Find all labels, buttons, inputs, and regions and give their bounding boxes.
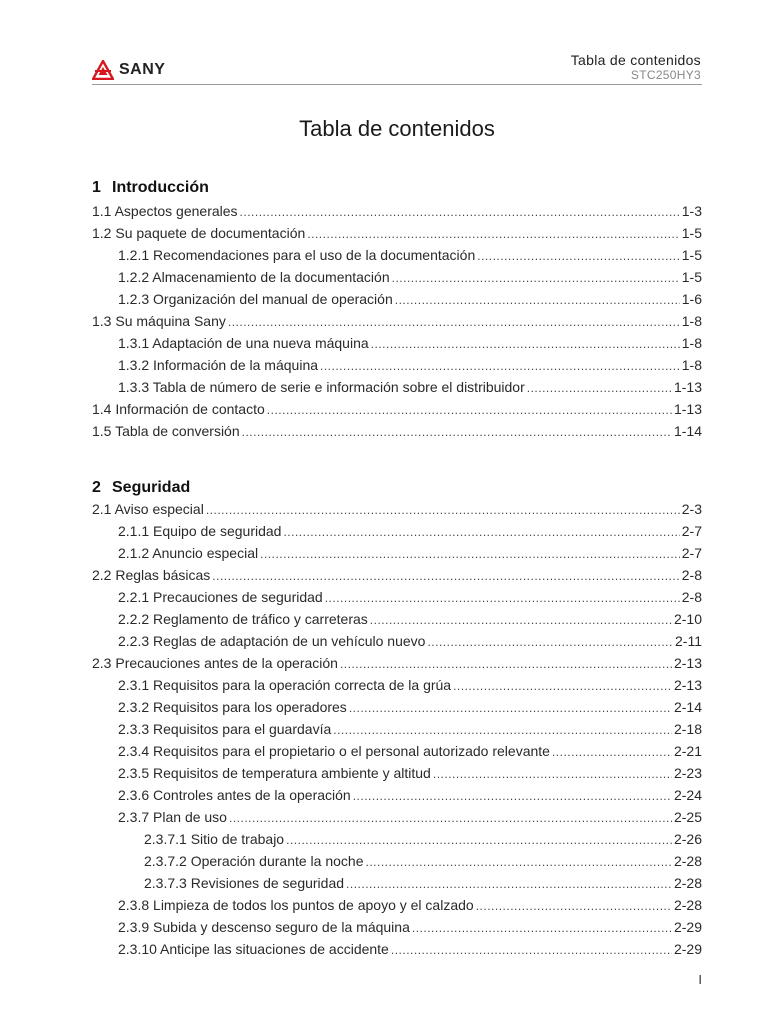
toc-entry-page: 2-11 <box>675 633 702 649</box>
page-number: I <box>698 972 702 987</box>
toc-entry-title: 2.1.2 Anuncio especial <box>118 545 259 561</box>
page-title: Tabla de contenidos <box>299 116 495 141</box>
toc-entry[interactable] <box>92 423 702 445</box>
toc-entry-title: 2.3.7.2 Operación durante la noche <box>144 853 364 869</box>
toc-entry-page: 2-23 <box>673 765 702 781</box>
dot-leader <box>476 899 672 913</box>
toc-entry-page: 2-13 <box>673 655 702 671</box>
toc-entry-title: 2.3.8 Limpieza de todos los puntos de apoyo y el calzado <box>118 897 474 913</box>
toc-entry-title: 2.3.7.1 Sitio de trabajo <box>144 831 285 847</box>
toc-entry-title: 1.3.2 Información de la máquina <box>118 357 319 373</box>
toc-entry-page: 1-6 <box>681 291 702 307</box>
toc-entry-page: 2-25 <box>673 809 702 825</box>
dot-leader <box>267 403 672 417</box>
toc-entry-page: 1-14 <box>673 423 702 439</box>
toc-entry-page: 1-13 <box>673 379 702 395</box>
toc-entry[interactable] <box>92 787 702 809</box>
dot-leader <box>212 569 679 583</box>
toc-entry-title: 1.1 Aspectos generales <box>92 203 238 219</box>
toc-entry-page: 2-21 <box>673 743 702 759</box>
toc-entry[interactable] <box>92 765 702 787</box>
toc-entry-title: 2.3.5 Requisitos de temperatura ambiente y altitud <box>118 765 431 781</box>
toc-entry[interactable] <box>92 655 702 677</box>
toc-list-introduccion <box>92 203 702 445</box>
toc-entry[interactable] <box>92 335 702 357</box>
sany-logo-icon <box>92 60 114 80</box>
dot-leader <box>283 525 679 539</box>
toc-entry-page: 2-10 <box>673 611 702 627</box>
toc-entry-title: 2.3.1 Requisitos para la operación correcta de la grúa <box>118 677 452 693</box>
toc-entry-page: 2-7 <box>681 523 702 539</box>
toc-entry-page: 2-7 <box>681 545 702 561</box>
toc-entry-title: 1.3.3 Tabla de número de serie e información sobre el distribuidor <box>118 379 525 395</box>
section-number: 2 <box>92 479 101 496</box>
dot-leader <box>240 205 680 219</box>
toc-entry-title: 2.3.7.3 Revisiones de seguridad <box>144 875 345 891</box>
toc-entry-page: 2-28 <box>673 875 702 891</box>
dot-leader <box>286 833 672 847</box>
toc-entry-page: 2-14 <box>673 699 702 715</box>
dot-leader <box>427 635 673 649</box>
dot-leader <box>340 657 672 671</box>
dot-leader <box>433 767 672 781</box>
section-title: Seguridad <box>112 479 191 496</box>
toc-entry[interactable] <box>92 853 702 875</box>
toc-entry-title: 1.3 Su máquina Sany <box>92 313 226 329</box>
toc-entry[interactable] <box>92 633 702 655</box>
toc-entry[interactable] <box>92 941 702 963</box>
toc-entry-title: 2.3.4 Requisitos para el propietario o el personal autorizado relevante <box>118 743 550 759</box>
toc-entry-title: 2.2.2 Reglamento de tráfico y carreteras <box>118 611 368 627</box>
toc-entry[interactable] <box>92 721 702 743</box>
dot-leader <box>353 789 672 803</box>
dot-leader <box>366 855 672 869</box>
dot-leader <box>307 227 679 241</box>
toc-entry[interactable] <box>92 313 702 335</box>
toc-entry[interactable] <box>92 567 702 589</box>
dot-leader <box>325 591 680 605</box>
toc-entry[interactable] <box>92 291 702 313</box>
dot-leader <box>477 249 680 263</box>
dot-leader <box>453 679 672 693</box>
toc-entry-title: 2.3.10 Anticipe las situaciones de accidente <box>118 941 389 957</box>
page-header <box>0 0 768 90</box>
toc-entry[interactable] <box>92 897 702 919</box>
toc-entry[interactable] <box>92 809 702 831</box>
toc-entry[interactable] <box>92 875 702 897</box>
toc-entry-page: 2-28 <box>673 897 702 913</box>
toc-entry-title: 1.4 Información de contacto <box>92 401 265 417</box>
toc-entry-page: 2-26 <box>673 831 702 847</box>
toc-entry[interactable] <box>92 831 702 853</box>
toc-entry-page: 1-5 <box>681 269 702 285</box>
dot-leader <box>370 613 672 627</box>
toc-entry[interactable] <box>92 523 702 545</box>
dot-leader <box>260 547 680 561</box>
toc-entry[interactable] <box>92 677 702 699</box>
dot-leader <box>349 701 672 715</box>
toc-entry[interactable] <box>92 379 702 401</box>
toc-entry-title: 1.2.2 Almacenamiento de la documentación <box>118 269 390 285</box>
toc-entry[interactable] <box>92 225 702 247</box>
toc-entry-page: 2-29 <box>673 919 702 935</box>
toc-entry-title: 2.2.1 Precauciones de seguridad <box>118 589 323 605</box>
toc-entry[interactable] <box>92 545 702 567</box>
section-heading <box>92 179 209 197</box>
dot-leader <box>527 381 672 395</box>
toc-entry-title: 2.3.6 Controles antes de la operación <box>118 787 351 803</box>
toc-entry-page: 2-13 <box>673 677 702 693</box>
logo-wordmark: SANY <box>119 61 166 78</box>
section-heading <box>92 479 190 497</box>
toc-entry-page: 2-8 <box>681 567 702 583</box>
toc-entry-page: 1-8 <box>681 313 702 329</box>
dot-leader <box>333 723 672 737</box>
dot-leader <box>371 337 680 351</box>
toc-entry-page: 1-5 <box>681 247 702 263</box>
section-number: 1 <box>92 179 101 196</box>
header-info <box>571 52 701 82</box>
toc-list-seguridad <box>92 501 702 963</box>
toc-entry-title: 2.3 Precauciones antes de la operación <box>92 655 338 671</box>
toc-entry[interactable] <box>92 203 702 225</box>
toc-entry-title: 2.3.3 Requisitos para el guardavía <box>118 721 332 737</box>
toc-entry-page: 2-28 <box>673 853 702 869</box>
toc-entry[interactable] <box>92 743 702 765</box>
toc-entry-page: 2-29 <box>673 941 702 957</box>
toc-entry-page: 2-8 <box>681 589 702 605</box>
toc-entry-title: 1.3.1 Adaptación de una nueva máquina <box>118 335 369 351</box>
toc-entry[interactable] <box>92 501 702 523</box>
toc-entry-title: 1.2 Su paquete de documentación <box>92 225 306 241</box>
dot-leader <box>552 745 672 759</box>
toc-entry-page: 1-5 <box>681 225 702 241</box>
toc-entry[interactable] <box>92 269 702 291</box>
section-title: Introducción <box>112 179 209 196</box>
toc-entry-title: 1.2.3 Organización del manual de operación <box>118 291 393 307</box>
dot-leader <box>242 425 672 439</box>
toc-entry-page: 1-13 <box>673 401 702 417</box>
toc-entry-page: 1-8 <box>681 335 702 351</box>
toc-entry[interactable] <box>92 699 702 721</box>
toc-entry-title: 2.1 Aviso especial <box>92 501 204 517</box>
dot-leader <box>392 271 680 285</box>
toc-entry-title: 1.2.1 Recomendaciones para el uso de la documentación <box>118 247 476 263</box>
header-model: STC250HY3 <box>630 68 701 82</box>
toc-entry-title: 2.3.2 Requisitos para los operadores <box>118 699 347 715</box>
dot-leader <box>229 811 672 825</box>
toc-entry-page: 2-24 <box>673 787 702 803</box>
toc-entry-page: 2-18 <box>673 721 702 737</box>
toc-entry-page: 1-8 <box>681 357 702 373</box>
toc-entry-title: 2.2 Reglas básicas <box>92 567 211 583</box>
dot-leader <box>391 943 672 957</box>
toc-entry-page: 2-3 <box>681 501 702 517</box>
sany-logo <box>92 58 165 82</box>
dot-leader <box>346 877 672 891</box>
toc-entry-page: 1-3 <box>681 203 702 219</box>
toc-entry-title: 2.1.1 Equipo de seguridad <box>118 523 282 539</box>
toc-entry[interactable] <box>92 611 702 633</box>
toc-entry[interactable] <box>92 401 702 423</box>
toc-entry-title: 2.2.3 Reglas de adaptación de un vehículo nuevo <box>118 633 426 649</box>
toc-entry-title: 1.5 Tabla de conversión <box>92 423 240 439</box>
dot-leader <box>412 921 672 935</box>
toc-entry-title: 2.3.7 Plan de uso <box>118 809 227 825</box>
header-title: Tabla de contenidos <box>570 52 701 68</box>
dot-leader <box>395 293 680 307</box>
toc-entry[interactable] <box>92 357 702 379</box>
header-divider <box>92 84 702 85</box>
dot-leader <box>320 359 680 373</box>
dot-leader <box>228 315 680 329</box>
toc-entry[interactable] <box>92 919 702 941</box>
toc-entry-title: 2.3.9 Subida y descenso seguro de la máquina <box>118 919 410 935</box>
dot-leader <box>206 503 680 517</box>
toc-entry[interactable] <box>92 589 702 611</box>
toc-entry[interactable] <box>92 247 702 269</box>
